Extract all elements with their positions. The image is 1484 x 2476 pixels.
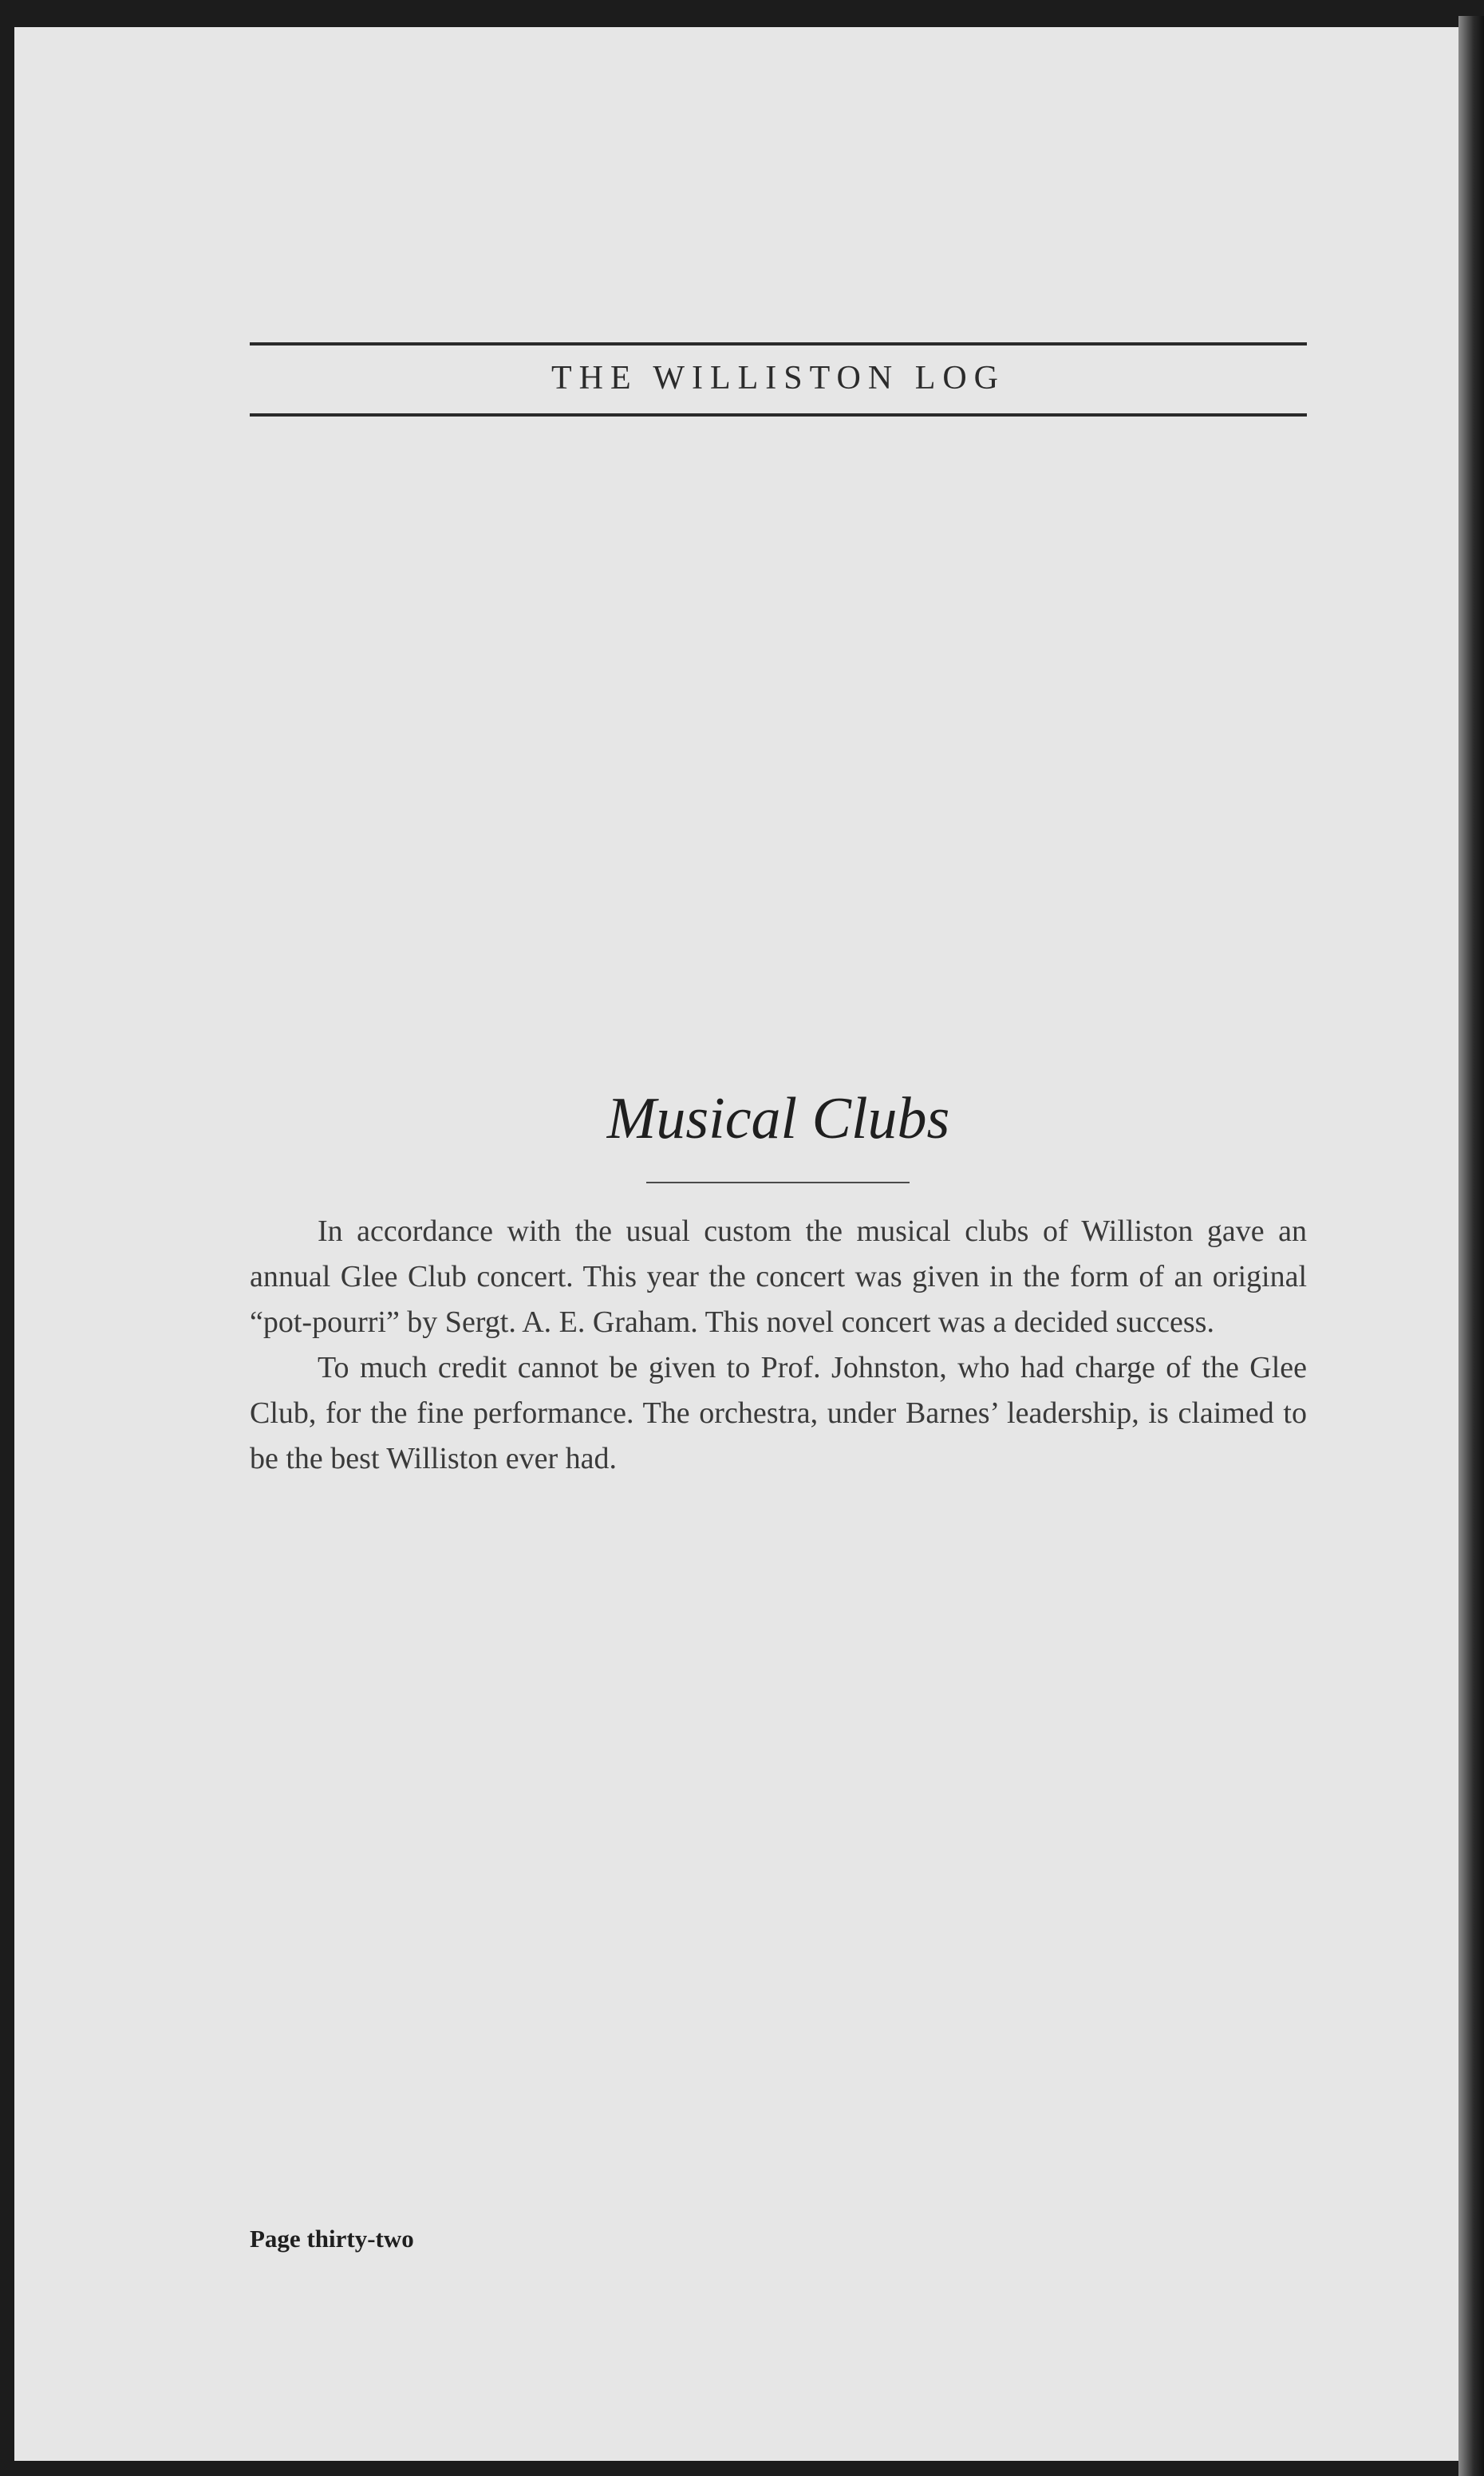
page-edge-shadow [1458,16,1484,2476]
header-top-rule [250,342,1307,346]
title-underline [646,1182,910,1183]
paragraph: In accordance with the usual custom the musical clubs of Williston gave an annual Glee Club concert. This year the concert was given in the form of an original “pot-pourri” by Sergt. A. E. Graham. This novel concert was a decided success. [250,1214,1307,1339]
article-body [250,1209,1307,1482]
article-title: Musical Clubs [606,1086,950,1151]
running-head: THE WILLISTON LOG [551,360,1006,397]
header-bottom-rule [250,413,1307,417]
page-number: Page thirty-two [250,2225,414,2253]
paragraph: To much credit cannot be given to Prof. Johnston, who had charge of the Glee Club, for the fine performance. The orchestra, under Barnes’ leadership, is claimed to be the best Williston ever had. [250,1351,1307,1475]
